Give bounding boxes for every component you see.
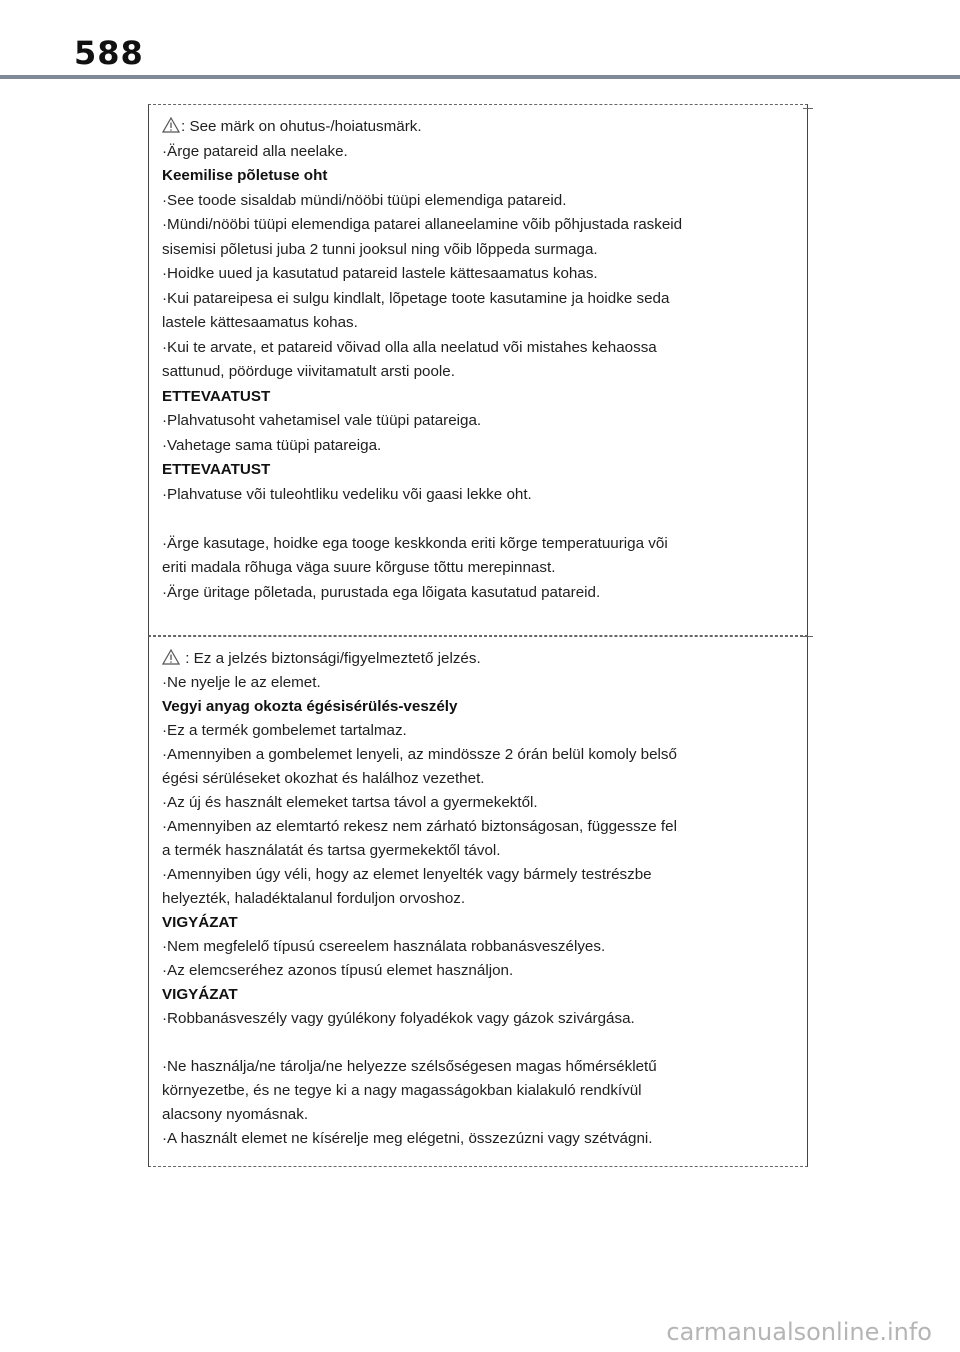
text-line: sattunud, pöörduge viivitamatult arsti poole. [162, 363, 455, 380]
section-heading: VIGYÁZAT [162, 986, 238, 1003]
section-heading: Keemilise põletuse oht [162, 167, 328, 184]
text-line: ·Vahetage sama tüüpi patareiga. [162, 436, 382, 454]
section-heading: Vegyi anyag okozta égésisérülés-veszély [162, 698, 458, 715]
text-line: ·Kui te arvate, et patareid võivad olla alla neelatud või mistahes kehaossa [162, 338, 657, 356]
text-line: : Ez a jelzés biztonsági/figyelmeztető jelzés. [162, 649, 481, 669]
text-line: ·Ärge patareid alla neelake. [162, 142, 348, 160]
text-line: ·Amennyiben úgy véli, hogy az elemet lenyelték vagy bármely testrészbe [162, 866, 652, 883]
page-number: 588 [74, 34, 144, 72]
text-line: ·Az elemcseréhez azonos típusú elemet használjon. [162, 962, 514, 979]
text-line: alacsony nyomásnak. [162, 1106, 309, 1123]
text-line: ·Ez a termék gombelemet tartalmaz. [162, 722, 407, 739]
section-heading: VIGYÁZAT [162, 914, 238, 931]
text-line: ·Nem megfelelő típusú csereelem használata robbanásveszélyes. [162, 938, 606, 955]
text-line: ·Amennyiben az elemtartó rekesz nem zárható biztonságosan, függessze fel [162, 818, 677, 835]
text-line: ·Mündi/nööbi tüüpi elemendiga patarei allaneelamine võib põhjustada raskeid [162, 216, 683, 233]
text-line: ·Kui patareipesa ei sulgu kindlalt, lõpetage toote kasutamine ja hoidke seda [162, 289, 670, 307]
section-heading: ETTEVAATUST [162, 387, 271, 405]
text-line: ·Robbanásveszély vagy gyúlékony folyadékok vagy gázok szivárgása. [162, 1010, 635, 1027]
text-line: ·Az új és használt elemeket tartsa távol a gyermekektől. [162, 794, 538, 811]
text-line: lastele kättesaamatus kohas. [162, 314, 358, 331]
estonian-warning-block [148, 104, 808, 636]
text-line: ·Ärge üritage põletada, purustada ega lõigata kasutatud patareid. [162, 583, 601, 601]
hungarian-warning-block [148, 636, 808, 1167]
warning-triangle-icon [162, 117, 180, 133]
text-line: ·See toode sisaldab mündi/nööbi tüüpi elemendiga patareid. [162, 191, 567, 209]
text-line: eriti madala rõhuga väga suure kõrguse tõttu merepinnast. [162, 559, 556, 576]
warning-triangle-icon [162, 649, 180, 665]
text-line: ·Ne nyelje le az elemet. [162, 674, 321, 691]
text-line: égési sérüléseket okozhat és halálhoz vezethet. [162, 770, 485, 787]
text-line: ·Plahvatuse või tuleohtliku vedeliku või gaasi lekke oht. [162, 485, 532, 503]
corner-tick [803, 108, 813, 109]
watermark: carmanualsonline.info [666, 1318, 932, 1346]
text-line: ·Ne használja/ne tárolja/ne helyezze szélsőségesen magas hőmérsékletű [162, 1058, 657, 1075]
section-heading: ETTEVAATUST [162, 461, 271, 478]
text-line: sisemisi põletusi juba 2 tunni jooksul ning võib lõppeda surmaga. [162, 240, 598, 258]
text-line: ·Hoidke uued ja kasutatud patareid lastele kättesaamatus kohas. [162, 265, 598, 282]
text-line: : See märk on ohutus-/hoiatusmärk. [162, 117, 422, 137]
text-line: ·A használt elemet ne kísérelje meg elégetni, összezúzni vagy szétvágni. [162, 1130, 653, 1147]
text-line: helyezték, haladéktalanul forduljon orvoshoz. [162, 890, 466, 907]
header-rule [0, 75, 960, 79]
text-line: ·Amennyiben a gombelemet lenyeli, az mindössze 2 órán belül komoly belső [162, 746, 677, 763]
corner-tick [803, 636, 813, 637]
text-line: a termék használatát és tartsa gyermekektől távol. [162, 842, 501, 859]
text-line: ·Ärge kasutage, hoidke ega tooge keskkonda eriti kõrge temperatuuriga või [162, 534, 668, 552]
text-line: környezetbe, és ne tegye ki a nagy magasságokban kialakuló rendkívül [162, 1082, 642, 1099]
text-line: ·Plahvatusoht vahetamisel vale tüüpi patareiga. [162, 412, 482, 429]
